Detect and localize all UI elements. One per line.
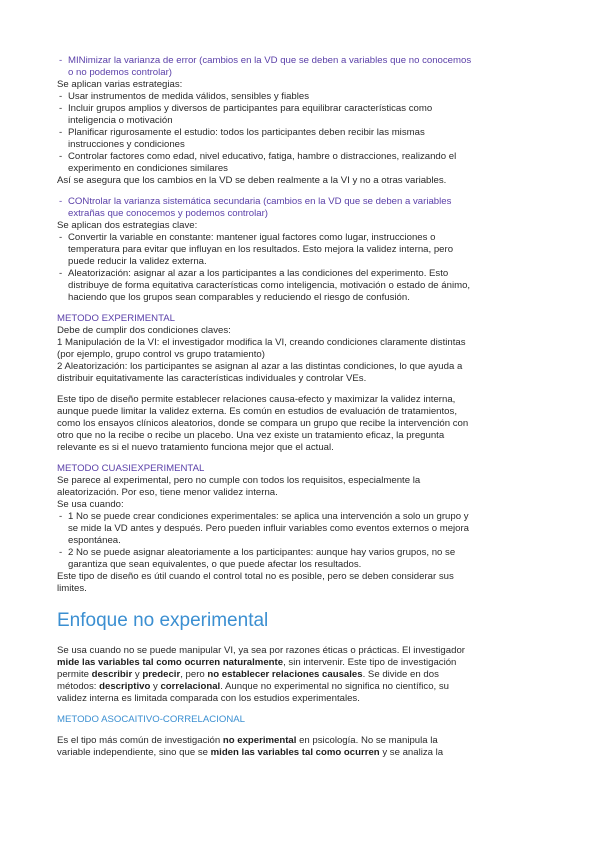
list-item: - Planificar rigurosamente el estudio: todos los participantes deben recibir las mismas: [57, 127, 569, 139]
text-line-rich: métodos: descriptivo y correlacional. Aunque no experimental no significa no científico, su: [57, 681, 449, 692]
text-line: Se usa cuando:: [57, 499, 124, 510]
list-item: - 2 No se puede asignar aleatoriamente a los participantes: aunque hay varios grupos, no se: [57, 547, 569, 559]
list-item-cont: temperatura para evitar que influyan en los resultados. Esto mejora la validez interna, pero: [68, 244, 454, 255]
text-line: Este tipo de diseño es útil cuando el control total no es posible, pero se deben considerar sus: [57, 571, 454, 582]
strategy-minimize-error: [57, 55, 569, 187]
text-line-rich: Es el tipo más común de investigación no experimental en psicología. No se manipula la: [57, 735, 438, 746]
text-line: Este tipo de diseño permite establecer relaciones causa-efecto y maximizar la validez interna,: [57, 394, 456, 405]
list-item-cont: inteligencia o motivación: [68, 115, 173, 126]
list-item-minimize-cont: o no podemos controlar): [68, 67, 172, 78]
list-item-cont: experimento en condiciones similares: [68, 163, 228, 174]
list-item: - Usar instrumentos de medida válidos, sensibles y fiables: [57, 91, 569, 103]
section-title: Enfoque no experimental: [57, 610, 269, 631]
list-item-cont: haciendo que los grupos sean comparables y reduciendo el riesgo de confusión.: [68, 292, 410, 303]
text-line: distribuir equitativamente las características individuales y controlar VEs.: [57, 373, 367, 384]
list-item-cont: distribuye de forma equitativa características como inteligencia, motivación o estado de ánimo,: [68, 280, 471, 291]
strategies-intro: Se aplican varias estrategias:: [57, 79, 183, 90]
text-line: Se parece al experimental, pero no cumple con todos los requisitos, especialmente la: [57, 475, 421, 486]
list-item: - Aleatorización: asignar al azar a los participantes a las condiciones del experimento. Esto: [57, 268, 569, 280]
section-quasi-experimental: [57, 463, 569, 595]
text-line: Debe de cumplir dos condiciones claves:: [57, 325, 231, 336]
list-item-cont: instrucciones y condiciones: [68, 139, 185, 150]
text-line: limites.: [57, 583, 87, 594]
text-line: aunque puede limitar la validez externa. Es común en estudios de evaluación de tratamientos,: [57, 406, 457, 417]
list-item: - 1 No se puede crear condiciones experimentales: se aplica una intervención a solo un grupo y: [57, 511, 569, 523]
strategy-control-variance: [57, 196, 569, 304]
list-item-cont: se mide la VD antes y después. Pero pueden influir variables como eventos externos o mejora: [68, 523, 470, 534]
list-item-cont: espontánea.: [68, 535, 121, 546]
text-line-rich: variable independiente, sino que se miden las variables tal como ocurren y se analiza la: [57, 747, 444, 758]
strategies-outro: Así se asegura que los cambios en la VD se deben realmente a la VI y no a otras variables.: [57, 175, 447, 186]
text-line: Se usa cuando no se puede manipular VI, ya sea por razones éticas o prácticas. El investigador: [57, 645, 465, 656]
list-item-control-cont: extrañas que conocemos y podemos controlar): [68, 208, 268, 219]
list-item-minimize: - MINimizar la varianza de error (cambios en la VD que se deben a variables que no conocemos: [57, 55, 569, 67]
list-item: - Incluir grupos amplios y diversos de participantes para equilibrar características como: [57, 103, 569, 115]
text-line: como los ensayos clínicos aleatorios, donde se compara un grupo que recibe la intervención con: [57, 418, 469, 429]
section-experimental: [57, 313, 569, 454]
section-heading: METODO ASOCAITIVO-CORRELACIONAL: [57, 714, 246, 725]
text-line: 1 Manipulación de la VI: el investigador modifica la VI, creando condiciones claramente distintas: [57, 337, 466, 348]
text-line: validez interna es limitada comparada con los estudios experimentales.: [57, 693, 360, 704]
text-line-rich: permite describir y predecir, pero no establecer relaciones causales. Se divide en dos: [57, 669, 439, 680]
text-line: 2 Aleatorización: los participantes se asignan al azar a las distintas condiciones, lo que ayuda a: [57, 361, 463, 372]
list-item: - Convertir la variable en constante: mantener igual factores como lugar, instrucciones o: [57, 232, 569, 244]
section-heading: METODO CUASIEXPERIMENTAL: [57, 463, 205, 474]
list-item-cont: garantiza que sean equivalentes, o que puede afectar los resultados.: [68, 559, 362, 570]
section-non-experimental: [57, 645, 569, 759]
section-heading: METODO EXPERIMENTAL: [57, 313, 175, 324]
text-line: relevante es si el nuevo tratamiento funciona mejor que el actual.: [57, 442, 334, 453]
list-item-control: - CONtrolar la varianza sistemática secundaria (cambios en la VD que se deben a variables: [57, 196, 569, 208]
text-line: otro que no la recibe o recibe un placebo. Una vez existe un tratamiento eficaz, la pregunta: [57, 430, 445, 441]
strategies-intro: Se aplican dos estrategias clave:: [57, 220, 198, 231]
text-line: aleatorización. Por eso, tiene menor validez interna.: [57, 487, 278, 498]
text-line: (por ejemplo, grupo control vs grupo tratamiento): [57, 349, 265, 360]
list-item: - Controlar factores como edad, nivel educativo, fatiga, hambre o distracciones, realizando el: [57, 151, 569, 163]
text-line-rich: mide las variables tal como ocurren naturalmente, sin intervenir. Este tipo de investigación: [57, 657, 457, 668]
list-item-cont: puede reducir la validez externa.: [68, 256, 207, 267]
